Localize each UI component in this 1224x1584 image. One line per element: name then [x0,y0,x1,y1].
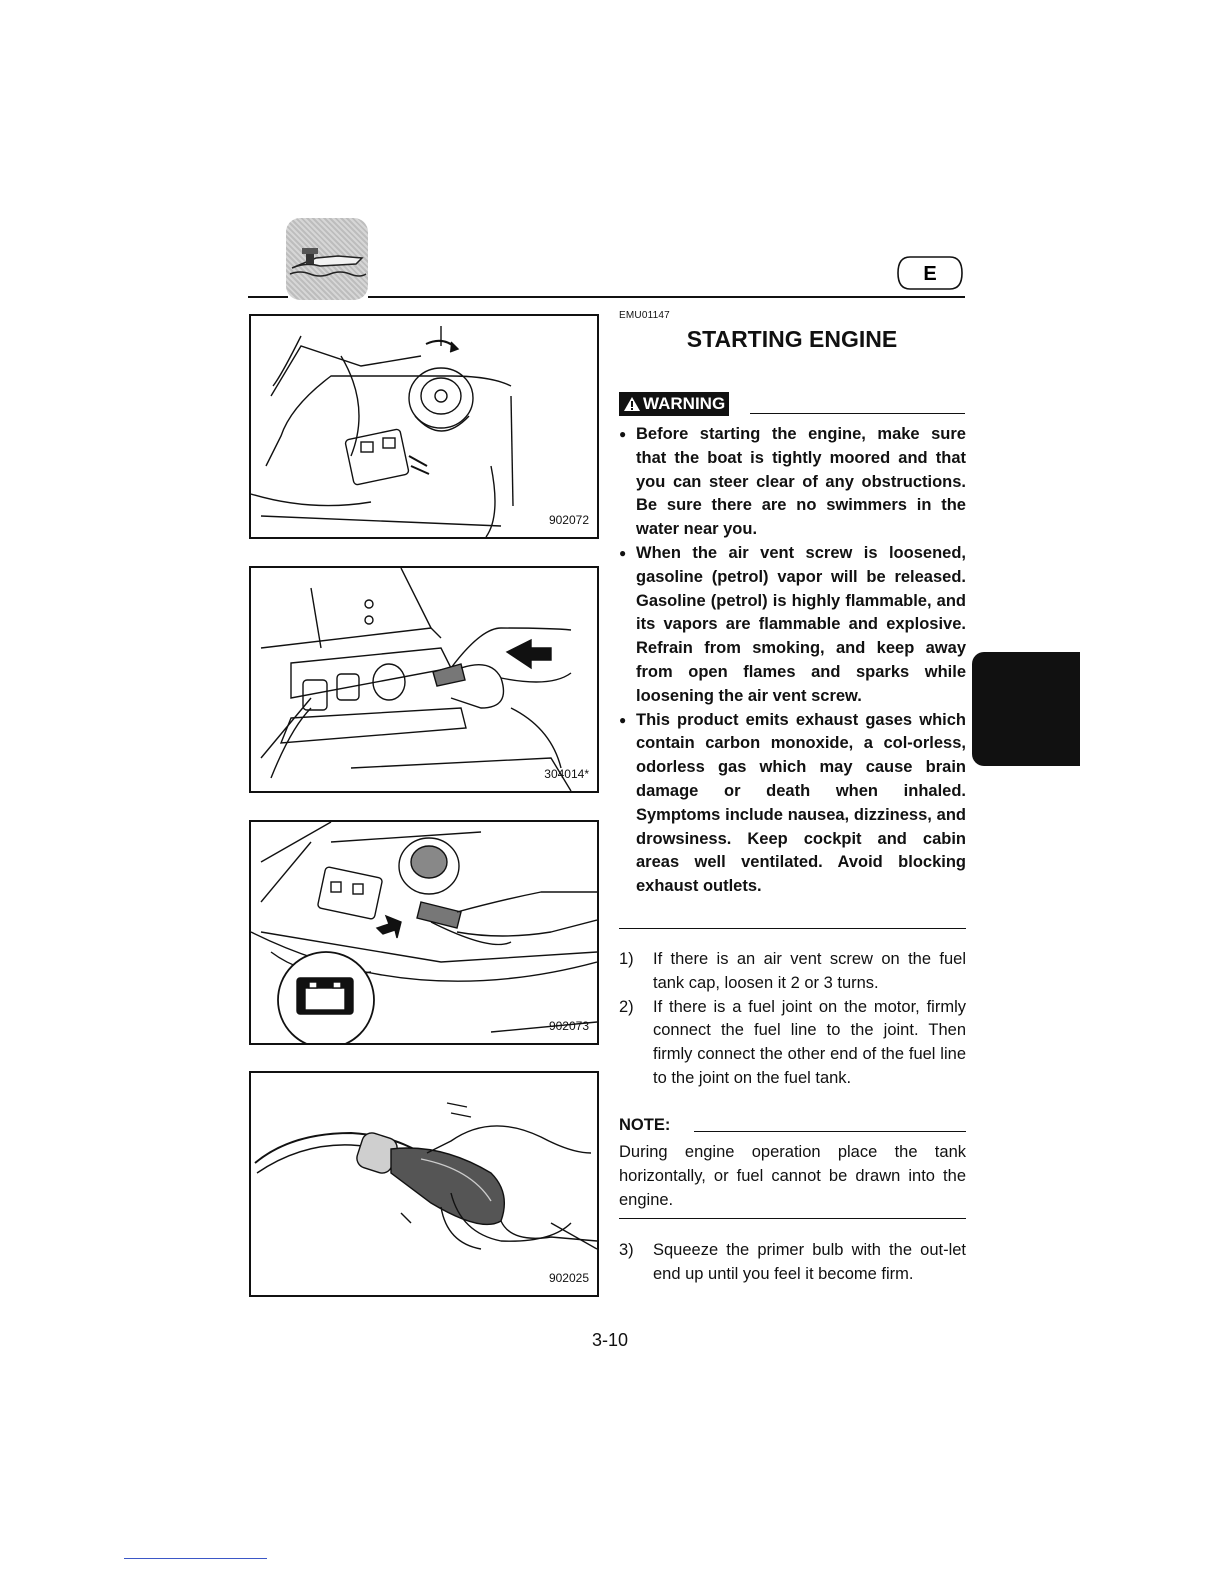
primer-bulb-squeeze-illustration [251,1073,597,1295]
warning-rule [750,413,965,414]
page-title: STARTING ENGINE [686,326,898,352]
outboard-boat-icon [286,218,368,300]
note-text: During engine operation place the tank horizontally, or fuel cannot be drawn into the engine. [619,1143,966,1209]
note-label: NOTE: [619,1116,671,1134]
warning-item: ● Before starting the engine, make sure that the boat is tightly moored and that you can steer clear of any obstructions. Be sure there are no swimmers in the water near you. [619,423,966,542]
figure-code: 902073 [548,1019,589,1033]
step-number: 1) [619,950,634,968]
step-item [619,1239,966,1287]
warning-item: ● This product emits exhaust gases which contain carbon monoxide, a col-orless, odorless gas which may cause brain damage or death when inhaled. Symptoms include nausea, dizziness, and drowsiness. Keep cockpit and cabin areas well ventilated. Avoid blocking exhaust outlets. [619,709,966,899]
warning-label: WARNING [643,394,726,413]
language-code: E [923,263,937,285]
figure-code: 902025 [548,1271,589,1285]
warning-list [619,423,966,899]
figure-code: 902072 [548,513,589,527]
language-badge [896,255,964,291]
step-text: If there is a fuel joint on the motor, firmly connect the fuel line to the joint. Then firmly connect the other end of the fuel line to the joint on the fuel tank. [653,997,966,1087]
figure-engine-fuel-joint [249,566,599,793]
step-item [619,948,966,996]
header-rule-right [368,296,965,298]
header-rule-left [248,296,288,298]
warning-triangle-icon [623,396,641,412]
engine-fuel-joint-connection-illustration [251,568,597,791]
steps-list-continued [619,1239,966,1287]
figure-primer-bulb [249,1071,599,1297]
note-rule [694,1131,966,1132]
section-thumb-tab [972,652,1080,766]
figure-fuel-tank-joint [249,820,599,1045]
steps-list [619,948,966,1091]
step-text: If there is an air vent screw on the fuel tank cap, loosen it 2 or 3 turns. [653,950,966,992]
warning-badge [619,392,729,416]
step-item [619,996,966,1091]
warning-end-rule [619,928,966,929]
section-code: EMU01147 [619,310,670,321]
step-number: 2) [619,997,634,1016]
warning-item: ● When the air vent screw is loosened, gasoline (petrol) vapor will be released. Gasoline (petrol) is highly flammable, and its vapors are flammable and explosive. Refrain from smoking, and keep away from open flames and sparks while loosening the air vent screw. [619,542,966,709]
note-end-rule [619,1218,966,1219]
fuel-tank-cap-vent-screw-illustration [251,316,597,537]
step-number: 3) [619,1241,634,1259]
fuel-tank-joint-connection-illustration [251,822,597,1043]
figure-fuel-tank-cap [249,314,599,539]
step-text: Squeeze the primer bulb with the out-let end up until you feel it become firm. [653,1241,966,1283]
page-number: 3-10 [591,1330,629,1350]
figure-code: 304014* [544,767,589,781]
footer-rule [124,1558,267,1559]
